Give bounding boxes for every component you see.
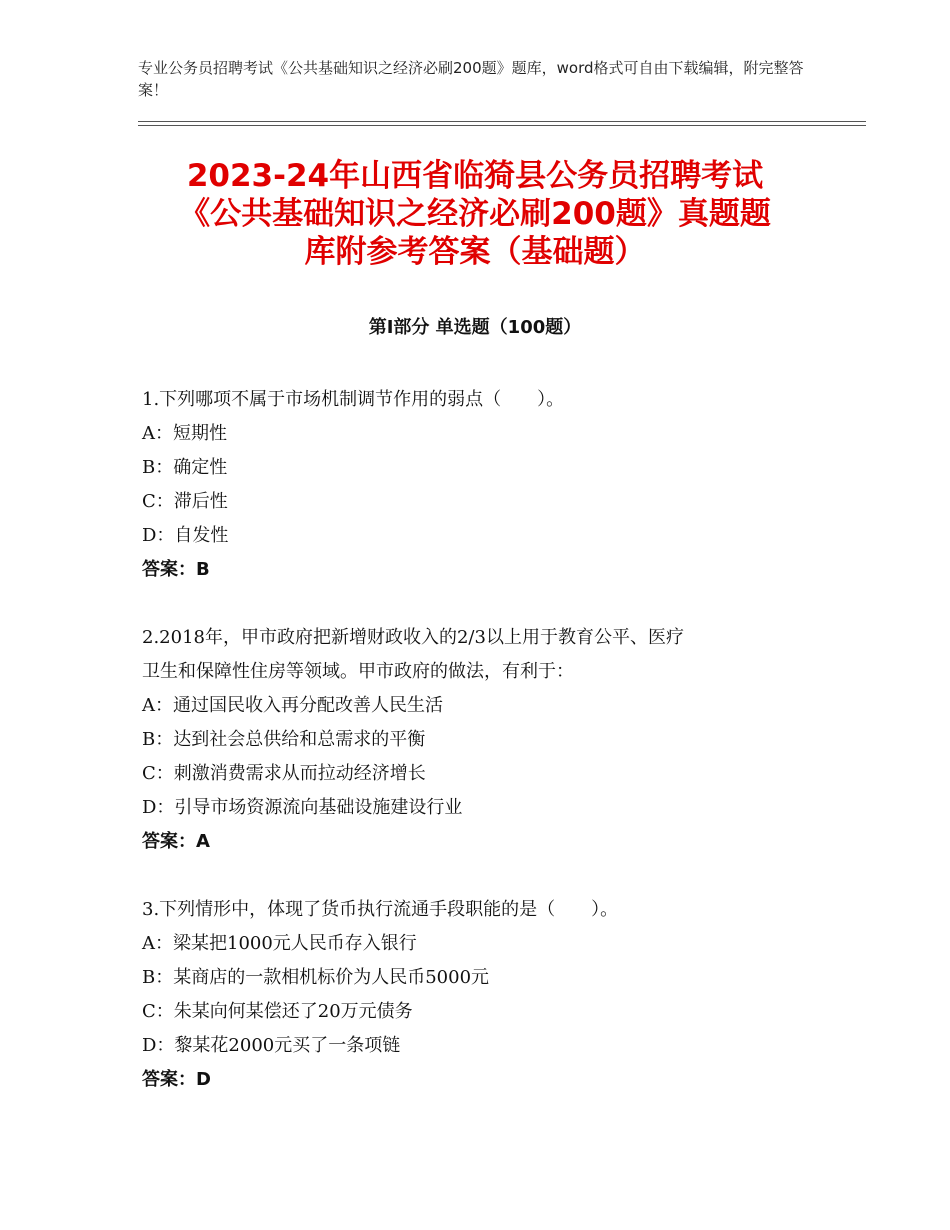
option-a: A：通过国民收入再分配改善人民生活 xyxy=(142,695,443,716)
question-1 xyxy=(142,383,822,587)
answer: 答案：A xyxy=(142,831,210,852)
option-c: C：滞后性 xyxy=(142,491,228,512)
title-line-2: 《公共基础知识之经济必刷200题》真题题 xyxy=(179,196,771,232)
option-a: A：短期性 xyxy=(142,423,227,444)
question-stem-continued: 卫生和保障性住房等领域。甲市政府的做法，有利于： xyxy=(142,661,574,682)
title-line-3: 库附参考答案（基础题） xyxy=(304,234,646,270)
option-c: C：朱某向何某偿还了20万元债务 xyxy=(142,1001,413,1022)
option-c: C：刺激消费需求从而拉动经济增长 xyxy=(142,763,426,784)
option-b: B：确定性 xyxy=(142,457,228,478)
document-title xyxy=(140,157,810,271)
option-b: B：达到社会总供给和总需求的平衡 xyxy=(142,729,426,750)
header-divider-bottom xyxy=(138,125,866,126)
question-2 xyxy=(142,621,822,859)
option-d: D：引导市场资源流向基础设施建设行业 xyxy=(142,797,463,818)
title-line-1: 2023-24年山西省临猗县公务员招聘考试 xyxy=(186,158,764,194)
question-3 xyxy=(142,893,822,1097)
section-title: 第Ⅰ部分 单选题（100题） xyxy=(368,317,582,338)
spacer xyxy=(142,859,822,893)
question-stem: 1.下列哪项不属于市场机制调节作用的弱点（ ）。 xyxy=(142,389,565,410)
option-d: D：黎某花2000元买了一条项链 xyxy=(142,1035,401,1056)
header-note: 专业公务员招聘考试《公共基础知识之经济必刷200题》题库，word格式可自由下载编辑，附完整答案！ xyxy=(138,59,804,99)
answer: 答案：B xyxy=(142,559,210,580)
option-a: A：梁某把1000元人民币存入银行 xyxy=(142,933,417,954)
answer: 答案：D xyxy=(142,1069,211,1090)
option-b: B：某商店的一款相机标价为人民币5000元 xyxy=(142,967,490,988)
option-d: D：自发性 xyxy=(142,525,229,546)
question-stem: 3.下列情形中，体现了货币执行流通手段职能的是（ ）。 xyxy=(142,899,619,920)
question-list xyxy=(142,383,822,1097)
header-divider-top xyxy=(138,121,866,122)
question-stem: 2.2018年，甲市政府把新增财政收入的2/3以上用于教育公平、医疗 xyxy=(142,627,684,648)
spacer xyxy=(142,587,822,621)
